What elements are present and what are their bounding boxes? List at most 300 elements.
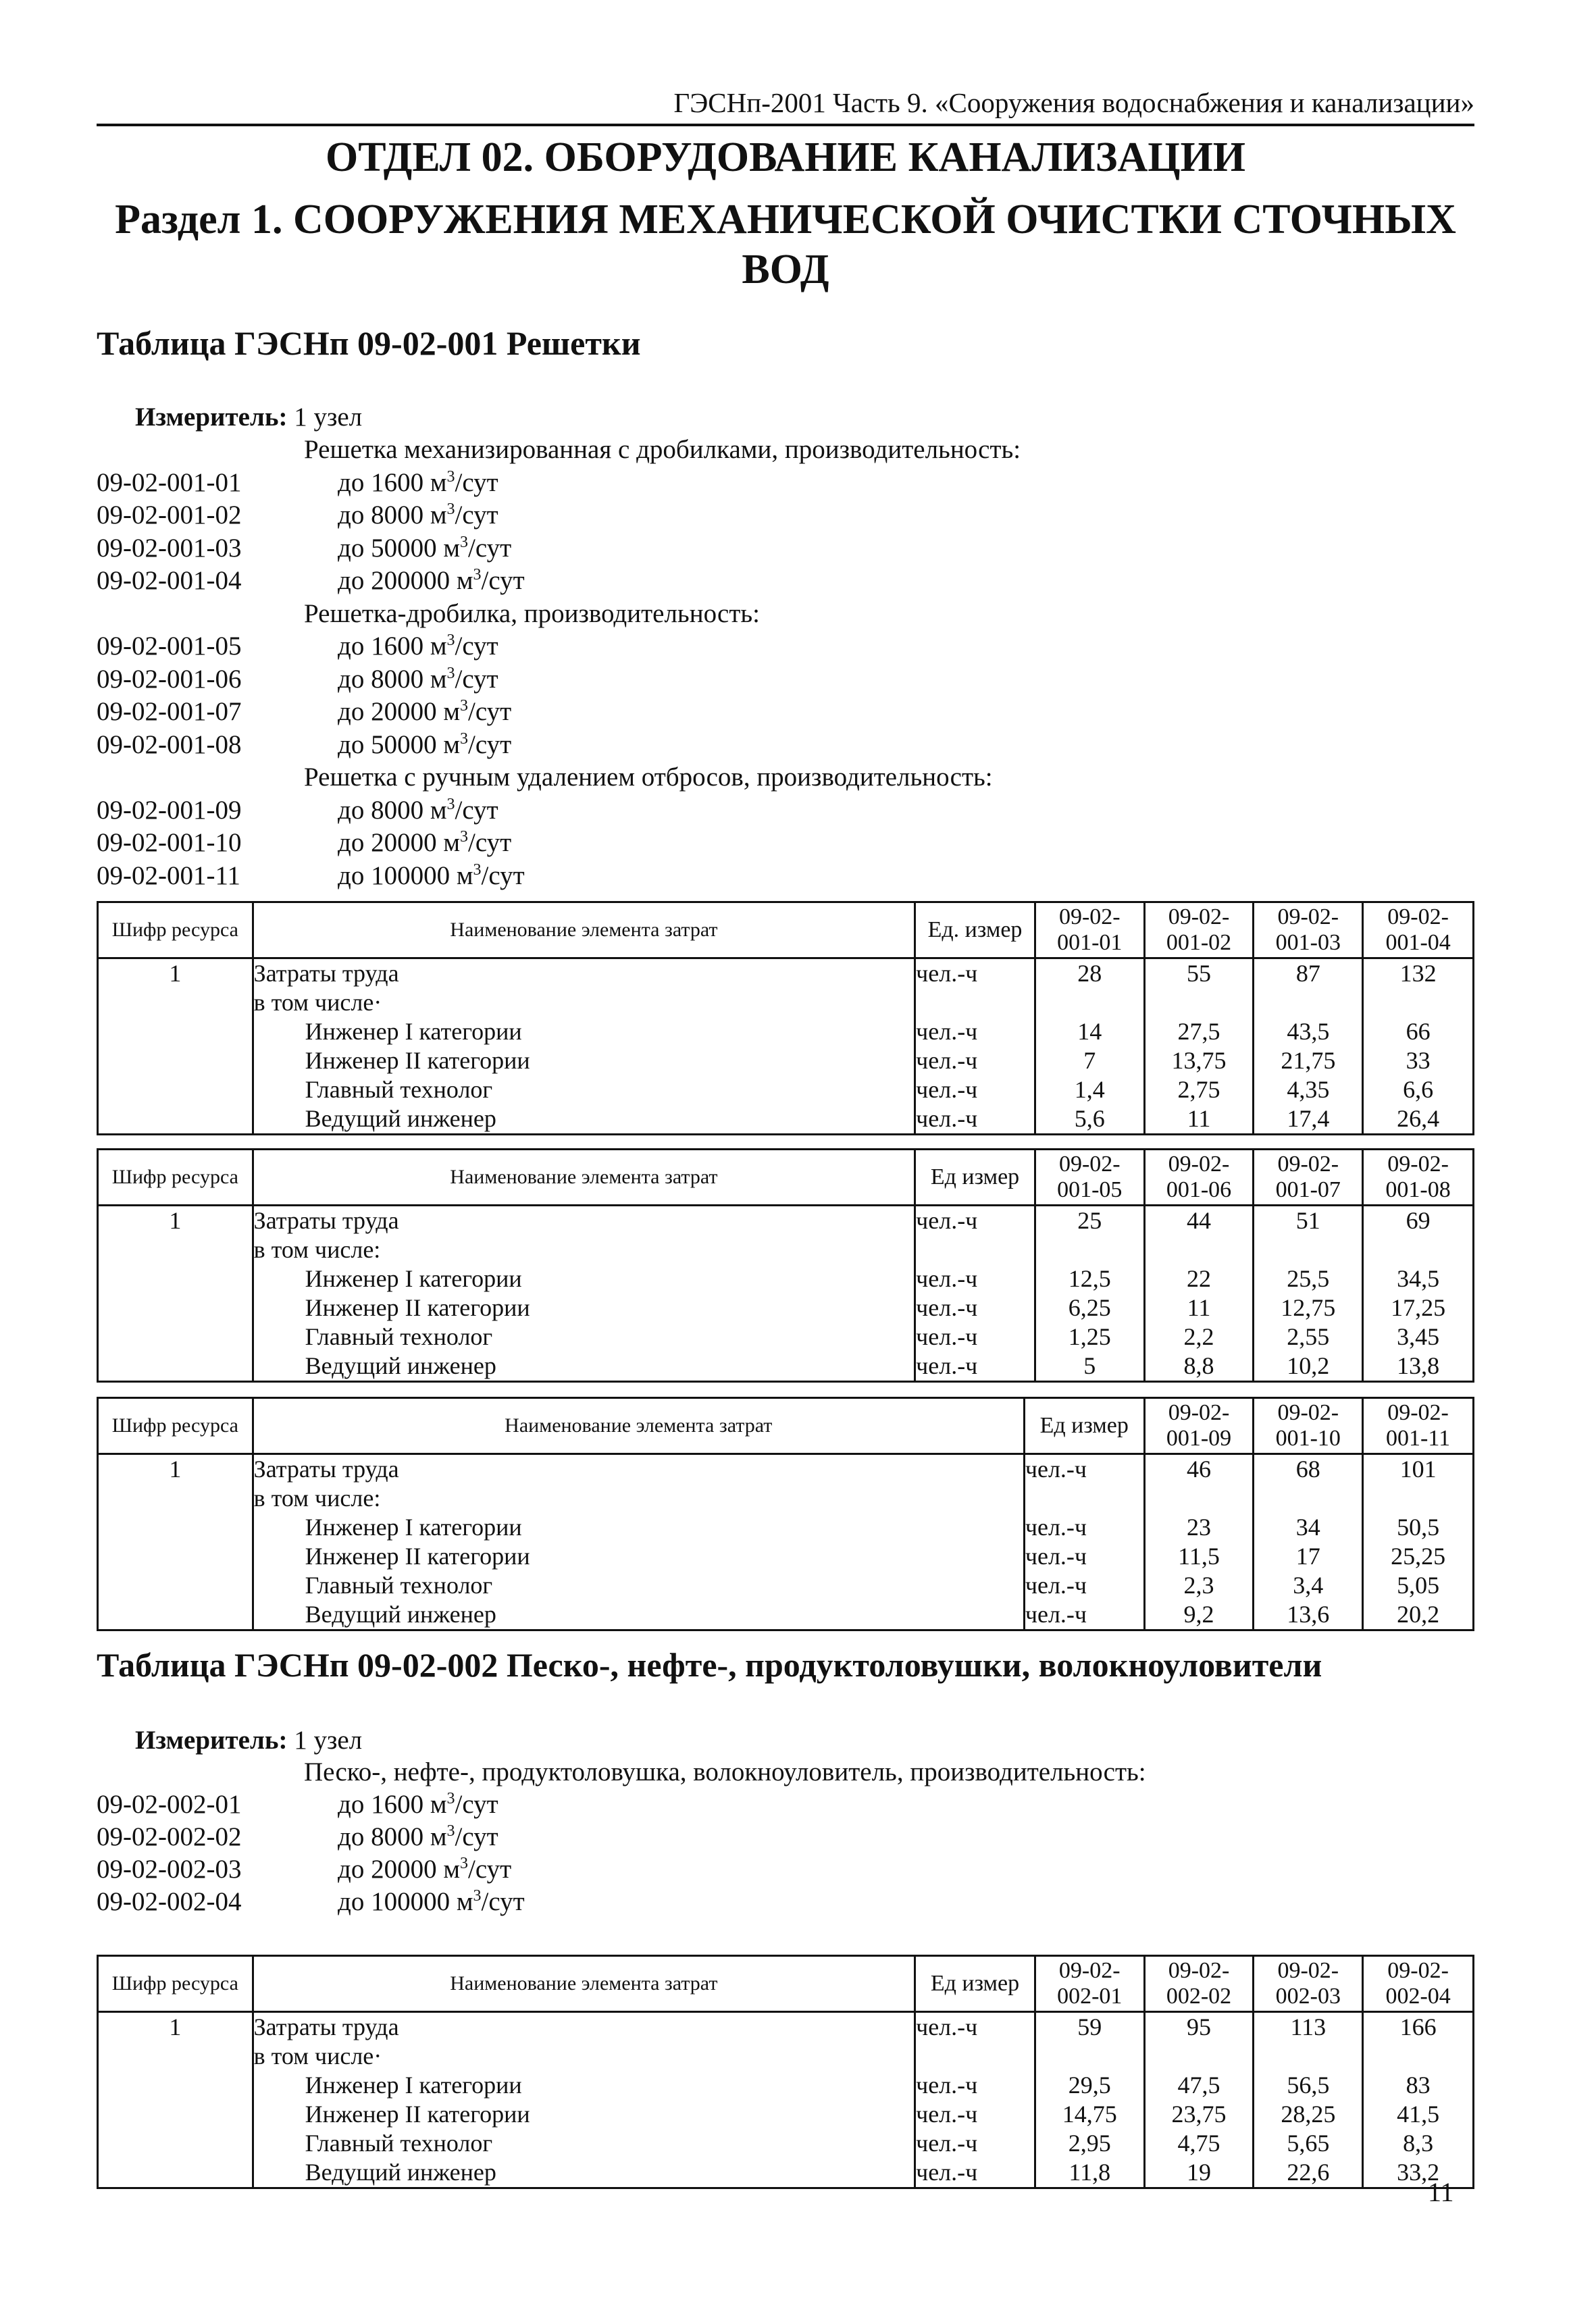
unit-cell: чел.-ч	[915, 1017, 1035, 1046]
unit-cell: чел.-ч	[1024, 1600, 1144, 1630]
value-cell	[1144, 2042, 1254, 2071]
unit-cell: чел.-ч	[915, 2071, 1035, 2100]
item-description	[338, 860, 525, 892]
col-header-norm-code	[1254, 902, 1363, 958]
value-cell	[1254, 988, 1363, 1017]
value-cell	[1254, 1484, 1363, 1513]
item-capacity: до 8000 м	[338, 795, 447, 825]
resource-code	[98, 988, 253, 1017]
resource-code	[98, 1046, 253, 1075]
cost-element-name: Главный технолог	[253, 2129, 915, 2158]
resource-code: 1	[98, 1454, 253, 1485]
department-title: ОТДЕЛ 02. ОБОРУДОВАНИЕ КАНАЛИЗАЦИИ	[326, 134, 1245, 180]
cost-element-name: Затраты труда	[253, 1454, 1024, 1485]
unit-cell: чел.-ч	[915, 2129, 1035, 2158]
cost-element-name: в том числе·	[253, 988, 915, 1017]
resource-table	[97, 901, 1474, 1135]
item-code: 09-02-001-09	[97, 795, 242, 825]
table1-title: Таблица ГЭСНп 09-02-001 Решетки	[97, 324, 641, 362]
norm-code-part: 09-02-	[1058, 1958, 1121, 1983]
value-cell	[1363, 1484, 1474, 1513]
value-cell: 27,5	[1144, 1017, 1254, 1046]
value-cell: 23,75	[1144, 2100, 1254, 2129]
norm-code-part: 09-02-	[1058, 1152, 1121, 1177]
value-cell: 7	[1035, 1046, 1144, 1075]
unit-cell: чел.-ч	[1024, 1454, 1144, 1485]
unit-cell: чел.-ч	[915, 1293, 1035, 1322]
resource-code: 1	[98, 958, 253, 989]
value-cell: 23	[1144, 1513, 1254, 1542]
value-cell	[1144, 1235, 1254, 1264]
table-row	[98, 1293, 1474, 1322]
superscript-three: 3	[473, 566, 482, 584]
value-cell: 25	[1035, 1206, 1144, 1236]
resource-code	[98, 2071, 253, 2100]
unit-cell: чел.-ч	[915, 2100, 1035, 2129]
value-cell: 5,05	[1363, 1571, 1474, 1600]
col-header-code: Шифр ресурса	[98, 1150, 253, 1206]
item-unit: /сут	[468, 697, 512, 726]
norm-code-part: 09-02-	[1168, 1400, 1230, 1425]
table-row	[98, 1571, 1474, 1600]
table-row	[98, 2071, 1474, 2100]
norm-code-part: 002-02	[1166, 1984, 1232, 2009]
norm-code-part: 001-11	[1386, 1426, 1451, 1451]
item-description	[338, 729, 511, 761]
value-cell	[1035, 988, 1144, 1017]
cost-element-name: Ведущий инженер	[253, 1352, 915, 1382]
unit-cell	[915, 988, 1035, 1017]
resource-code	[98, 1075, 253, 1104]
item-code: 09-02-001-11	[97, 860, 241, 890]
norm-code-part: 001-06	[1166, 1177, 1232, 1202]
cost-element-name: в том числе:	[253, 1235, 915, 1264]
item-unit: /сут	[468, 533, 512, 563]
value-cell: 66	[1363, 1017, 1474, 1046]
cost-element-name: Главный технолог	[253, 1571, 1024, 1600]
resource-code	[98, 2042, 253, 2071]
value-cell: 4,75	[1144, 2129, 1254, 2158]
item-capacity: до 50000 м	[338, 729, 461, 759]
col-header-code: Шифр ресурса	[98, 1398, 253, 1454]
superscript-three: 3	[446, 632, 455, 649]
item-capacity: до 100000 м	[338, 860, 473, 890]
value-cell: 59	[1035, 2012, 1144, 2042]
unit-cell: чел.-ч	[1024, 1542, 1144, 1571]
value-cell	[1035, 1235, 1144, 1264]
table-row	[98, 1600, 1474, 1630]
cost-element-name: Ведущий инженер	[253, 1600, 1024, 1630]
item-description	[338, 696, 511, 728]
norm-code-part: 09-02-	[1387, 904, 1449, 929]
table-row	[98, 1454, 1474, 1485]
value-cell: 34	[1254, 1513, 1363, 1542]
item-description	[338, 794, 498, 827]
cost-element-name: Инженер II категории	[253, 1542, 1024, 1571]
col-header-norm-code	[1035, 1150, 1144, 1206]
group-heading: Песко-, нефте-, продуктоловушка, волокноуловитель, производительность:	[304, 1757, 1146, 1786]
value-cell: 13,75	[1144, 1046, 1254, 1075]
norm-code-part: 002-03	[1275, 1984, 1341, 2009]
item-code: 09-02-002-03	[97, 1855, 242, 1884]
item-unit: /сут	[455, 795, 498, 825]
value-cell: 55	[1144, 958, 1254, 989]
table-row	[98, 2042, 1474, 2071]
measure-label: Измеритель:	[135, 403, 288, 432]
resource-code	[98, 1293, 253, 1322]
value-cell: 25,25	[1363, 1542, 1474, 1571]
value-cell: 12,75	[1254, 1293, 1363, 1322]
superscript-three: 3	[446, 1790, 455, 1807]
col-header-norm-code	[1363, 1398, 1474, 1454]
superscript-three: 3	[446, 500, 455, 518]
group-heading: Решетка механизированная с дробилками, производительность:	[304, 435, 1021, 464]
col-header-norm-code	[1144, 1956, 1254, 2012]
resource-code	[98, 2129, 253, 2158]
col-header-norm-code	[1363, 1956, 1474, 2012]
table-row	[98, 1046, 1474, 1075]
group-heading: Решетка-дробилка, производительность:	[304, 598, 761, 628]
unit-cell: чел.-ч	[915, 958, 1035, 989]
value-cell: 46	[1144, 1454, 1254, 1485]
table-row	[98, 1484, 1474, 1513]
item-description	[338, 499, 498, 532]
col-header-norm-code	[1144, 1398, 1254, 1454]
resource-code	[98, 1104, 253, 1135]
item-description	[338, 1886, 525, 1918]
item-description	[338, 1821, 498, 1853]
value-cell: 12,5	[1035, 1264, 1144, 1293]
value-cell: 2,3	[1144, 1571, 1254, 1600]
norm-code-part: 09-02-	[1277, 1958, 1339, 1983]
norm-code-part: 09-02-	[1168, 1152, 1230, 1177]
value-cell: 11,8	[1035, 2158, 1144, 2188]
value-cell: 14	[1035, 1017, 1144, 1046]
resource-code	[98, 1322, 253, 1352]
cost-element-name: Инженер II категории	[253, 1293, 915, 1322]
resource-code	[98, 1264, 253, 1293]
table-row	[98, 1104, 1474, 1135]
value-cell	[1363, 1235, 1474, 1264]
resource-code	[98, 1235, 253, 1264]
table1-measure	[135, 401, 362, 434]
unit-cell: чел.-ч	[915, 2158, 1035, 2188]
header-row	[98, 1150, 1474, 1206]
col-header-code: Шифр ресурса	[98, 902, 253, 958]
item-capacity: до 20000 м	[338, 697, 461, 726]
value-cell: 5,65	[1254, 2129, 1363, 2158]
table-row	[98, 1264, 1474, 1293]
superscript-three: 3	[473, 860, 482, 879]
item-unit: /сут	[468, 1855, 512, 1884]
item-code: 09-02-002-01	[97, 1790, 242, 1819]
norm-code-part: 001-10	[1275, 1426, 1341, 1451]
resource-code	[98, 2158, 253, 2188]
table2-measure	[135, 1724, 362, 1757]
unit-cell: чел.-ч	[915, 2012, 1035, 2042]
value-cell: 6,25	[1035, 1293, 1144, 1322]
value-cell: 3,45	[1363, 1322, 1474, 1352]
value-cell: 51	[1254, 1206, 1363, 1236]
value-cell: 2,75	[1144, 1075, 1254, 1104]
header-row	[98, 902, 1474, 958]
col-header-unit: Ед измер	[915, 1150, 1035, 1206]
value-cell: 95	[1144, 2012, 1254, 2042]
col-header-norm-code	[1144, 902, 1254, 958]
cost-element-name: Инженер I категории	[253, 1264, 915, 1293]
value-cell: 5,6	[1035, 1104, 1144, 1135]
item-unit: /сут	[455, 1822, 498, 1851]
value-cell: 17	[1254, 1542, 1363, 1571]
item-code: 09-02-001-06	[97, 664, 242, 694]
col-header-norm-code	[1144, 1150, 1254, 1206]
item-description	[338, 532, 511, 565]
table2-title: Таблица ГЭСНп 09-02-002 Песко-, нефте-, продуктоловушки, волокноуловители	[97, 1646, 1322, 1684]
unit-cell	[1024, 1484, 1144, 1513]
col-header-name: Наименование элемента затрат	[253, 902, 915, 958]
table-row	[98, 958, 1474, 989]
cost-element-name: Главный технолог	[253, 1322, 915, 1352]
superscript-three: 3	[446, 664, 455, 682]
section-title: Раздел 1. СООРУЖЕНИЯ МЕХАНИЧЕСКОЙ ОЧИСТКИ СТОЧНЫХ ВОД	[115, 197, 1456, 292]
table-row	[98, 1542, 1474, 1571]
value-cell: 4,35	[1254, 1075, 1363, 1104]
unit-cell: чел.-ч	[915, 1104, 1035, 1135]
resource-code	[98, 1484, 253, 1513]
item-code: 09-02-002-04	[97, 1887, 242, 1916]
value-cell: 83	[1363, 2071, 1474, 2100]
unit-cell: чел.-ч	[915, 1352, 1035, 1382]
table-row	[98, 1352, 1474, 1382]
item-code: 09-02-001-04	[97, 566, 242, 595]
unit-cell: чел.-ч	[1024, 1513, 1144, 1542]
value-cell: 11	[1144, 1293, 1254, 1322]
col-header-norm-code	[1035, 1956, 1144, 2012]
value-cell	[1144, 988, 1254, 1017]
col-header-norm-code	[1363, 902, 1474, 958]
item-capacity: до 50000 м	[338, 533, 461, 563]
table-row	[98, 988, 1474, 1017]
resource-code: 1	[98, 2012, 253, 2042]
table-row	[98, 1017, 1474, 1046]
item-code: 09-02-002-02	[97, 1822, 242, 1851]
cost-element-name: Затраты труда	[253, 958, 915, 989]
value-cell: 21,75	[1254, 1046, 1363, 1075]
unit-cell: чел.-ч	[915, 1075, 1035, 1104]
value-cell	[1363, 988, 1474, 1017]
item-unit: /сут	[481, 1887, 525, 1916]
resource-code	[98, 1352, 253, 1382]
item-capacity: до 8000 м	[338, 500, 447, 530]
norm-code-part: 001-01	[1057, 930, 1123, 955]
value-cell	[1363, 2042, 1474, 2071]
col-header-name: Наименование элемента затрат	[253, 1956, 915, 2012]
norm-code-part: 002-01	[1057, 1984, 1123, 2009]
header-row	[98, 1956, 1474, 2012]
superscript-three: 3	[460, 729, 469, 748]
value-cell: 2,95	[1035, 2129, 1144, 2158]
cost-element-name: Инженер I категории	[253, 1513, 1024, 1542]
item-capacity: до 200000 м	[338, 566, 473, 595]
table-row	[98, 2100, 1474, 2129]
item-unit: /сут	[455, 1790, 498, 1819]
measure-value: 1 узел	[294, 1726, 363, 1755]
resource-table	[97, 1148, 1474, 1383]
item-unit: /сут	[455, 467, 498, 497]
resource-code	[98, 1571, 253, 1600]
value-cell: 28	[1035, 958, 1144, 989]
superscript-three: 3	[460, 697, 469, 715]
resource-table	[97, 1397, 1474, 1631]
value-cell	[1144, 1484, 1254, 1513]
resource-code	[98, 1513, 253, 1542]
cost-element-name: в том числе·	[253, 2042, 915, 2071]
table-row	[98, 1513, 1474, 1542]
item-code: 09-02-001-03	[97, 533, 242, 563]
table-row	[98, 2012, 1474, 2042]
value-cell: 22,6	[1254, 2158, 1363, 2188]
value-cell: 1,4	[1035, 1075, 1144, 1104]
cost-element-name: Ведущий инженер	[253, 1104, 915, 1135]
item-description	[338, 467, 498, 499]
value-cell	[1254, 2042, 1363, 2071]
value-cell: 10,2	[1254, 1352, 1363, 1382]
item-code: 09-02-001-01	[97, 467, 242, 497]
value-cell: 33	[1363, 1046, 1474, 1075]
running-header: ГЭСНп-2001 Часть 9. «Сооружения водоснабжения и канализации»	[673, 87, 1474, 118]
item-capacity: до 1600 м	[338, 1790, 447, 1819]
table-row	[98, 2129, 1474, 2158]
item-code: 09-02-001-10	[97, 828, 242, 857]
item-capacity: до 100000 м	[338, 1887, 473, 1916]
item-description	[338, 1789, 498, 1821]
value-cell: 113	[1254, 2012, 1363, 2042]
col-header-unit: Ед измер	[1024, 1398, 1144, 1454]
item-unit: /сут	[455, 632, 498, 661]
item-code: 09-02-001-02	[97, 500, 242, 530]
cost-element-name: в том числе:	[253, 1484, 1024, 1513]
norm-code-part: 09-02-	[1387, 1958, 1449, 1983]
value-cell: 166	[1363, 2012, 1474, 2042]
value-cell: 3,4	[1254, 1571, 1363, 1600]
value-cell: 14,75	[1035, 2100, 1144, 2129]
item-capacity: до 8000 м	[338, 1822, 447, 1851]
resource-table	[97, 1955, 1474, 2189]
col-header-norm-code	[1363, 1150, 1474, 1206]
norm-code-part: 09-02-	[1387, 1152, 1449, 1177]
norm-code-part: 001-03	[1275, 930, 1341, 955]
item-capacity: до 1600 м	[338, 632, 447, 661]
norm-code-part: 09-02-	[1058, 904, 1121, 929]
norm-code-part: 001-07	[1275, 1177, 1341, 1202]
item-capacity: до 20000 м	[338, 828, 461, 857]
norm-code-part: 09-02-	[1168, 1958, 1230, 1983]
value-cell: 44	[1144, 1206, 1254, 1236]
value-cell	[1035, 2042, 1144, 2071]
value-cell: 5	[1035, 1352, 1144, 1382]
superscript-three: 3	[460, 1855, 469, 1872]
unit-cell: чел.-ч	[915, 1322, 1035, 1352]
value-cell: 11,5	[1144, 1542, 1254, 1571]
item-unit: /сут	[455, 500, 498, 530]
item-unit: /сут	[481, 860, 525, 890]
norm-code-part: 001-05	[1057, 1177, 1123, 1202]
norm-code-part: 001-08	[1385, 1177, 1451, 1202]
value-cell: 9,2	[1144, 1600, 1254, 1630]
table-row	[98, 2158, 1474, 2188]
item-description	[338, 663, 498, 696]
superscript-three: 3	[446, 795, 455, 813]
norm-code-part: 09-02-	[1277, 1400, 1339, 1425]
value-cell: 87	[1254, 958, 1363, 989]
header-rule	[97, 124, 1474, 126]
value-cell	[1254, 1235, 1363, 1264]
value-cell: 13,6	[1254, 1600, 1363, 1630]
value-cell: 8,8	[1144, 1352, 1254, 1382]
item-description	[338, 565, 525, 597]
value-cell: 2,55	[1254, 1322, 1363, 1352]
cost-element-name: Затраты труда	[253, 2012, 915, 2042]
table-row	[98, 1206, 1474, 1236]
superscript-three: 3	[446, 1822, 455, 1840]
cost-element-name: Затраты труда	[253, 1206, 915, 1236]
norm-code-part: 001-02	[1166, 930, 1232, 955]
item-code: 09-02-001-05	[97, 632, 242, 661]
col-header-code: Шифр ресурса	[98, 1956, 253, 2012]
value-cell: 28,25	[1254, 2100, 1363, 2129]
table-row	[98, 1322, 1474, 1352]
value-cell: 47,5	[1144, 2071, 1254, 2100]
cost-element-name: Инженер I категории	[253, 2071, 915, 2100]
col-header-unit: Ед. измер	[915, 902, 1035, 958]
value-cell: 101	[1363, 1454, 1474, 1485]
norm-code-part: 001-04	[1385, 930, 1451, 955]
header-row	[98, 1398, 1474, 1454]
unit-cell	[915, 1235, 1035, 1264]
value-cell: 69	[1363, 1206, 1474, 1236]
value-cell: 43,5	[1254, 1017, 1363, 1046]
measure-label: Измеритель:	[135, 1726, 288, 1755]
unit-cell: чел.-ч	[1024, 1571, 1144, 1600]
page-number: 11	[1428, 2177, 1454, 2207]
value-cell: 33,2	[1363, 2158, 1474, 2188]
cost-element-name: Главный технолог	[253, 1075, 915, 1104]
unit-cell	[915, 2042, 1035, 2071]
resource-code: 1	[98, 1206, 253, 1236]
col-header-name: Наименование элемента затрат	[253, 1398, 1024, 1454]
unit-cell: чел.-ч	[915, 1206, 1035, 1236]
value-cell: 11	[1144, 1104, 1254, 1135]
value-cell: 17,4	[1254, 1104, 1363, 1135]
item-description	[338, 827, 511, 859]
value-cell: 25,5	[1254, 1264, 1363, 1293]
col-header-norm-code	[1035, 902, 1144, 958]
cost-element-name: Ведущий инженер	[253, 2158, 915, 2188]
value-cell: 29,5	[1035, 2071, 1144, 2100]
col-header-unit: Ед измер	[915, 1956, 1035, 2012]
col-header-norm-code	[1254, 1150, 1363, 1206]
col-header-norm-code	[1254, 1956, 1363, 2012]
cost-element-name: Инженер II категории	[253, 2100, 915, 2129]
group-heading: Решетка с ручным удалением отбросов, производительность:	[304, 763, 993, 792]
value-cell: 6,6	[1363, 1075, 1474, 1104]
item-unit: /сут	[468, 828, 512, 857]
item-description	[338, 630, 498, 663]
value-cell: 68	[1254, 1454, 1363, 1485]
item-code: 09-02-001-07	[97, 697, 242, 726]
norm-code-part: 001-09	[1166, 1426, 1232, 1451]
norm-code-part: 09-02-	[1387, 1400, 1449, 1425]
